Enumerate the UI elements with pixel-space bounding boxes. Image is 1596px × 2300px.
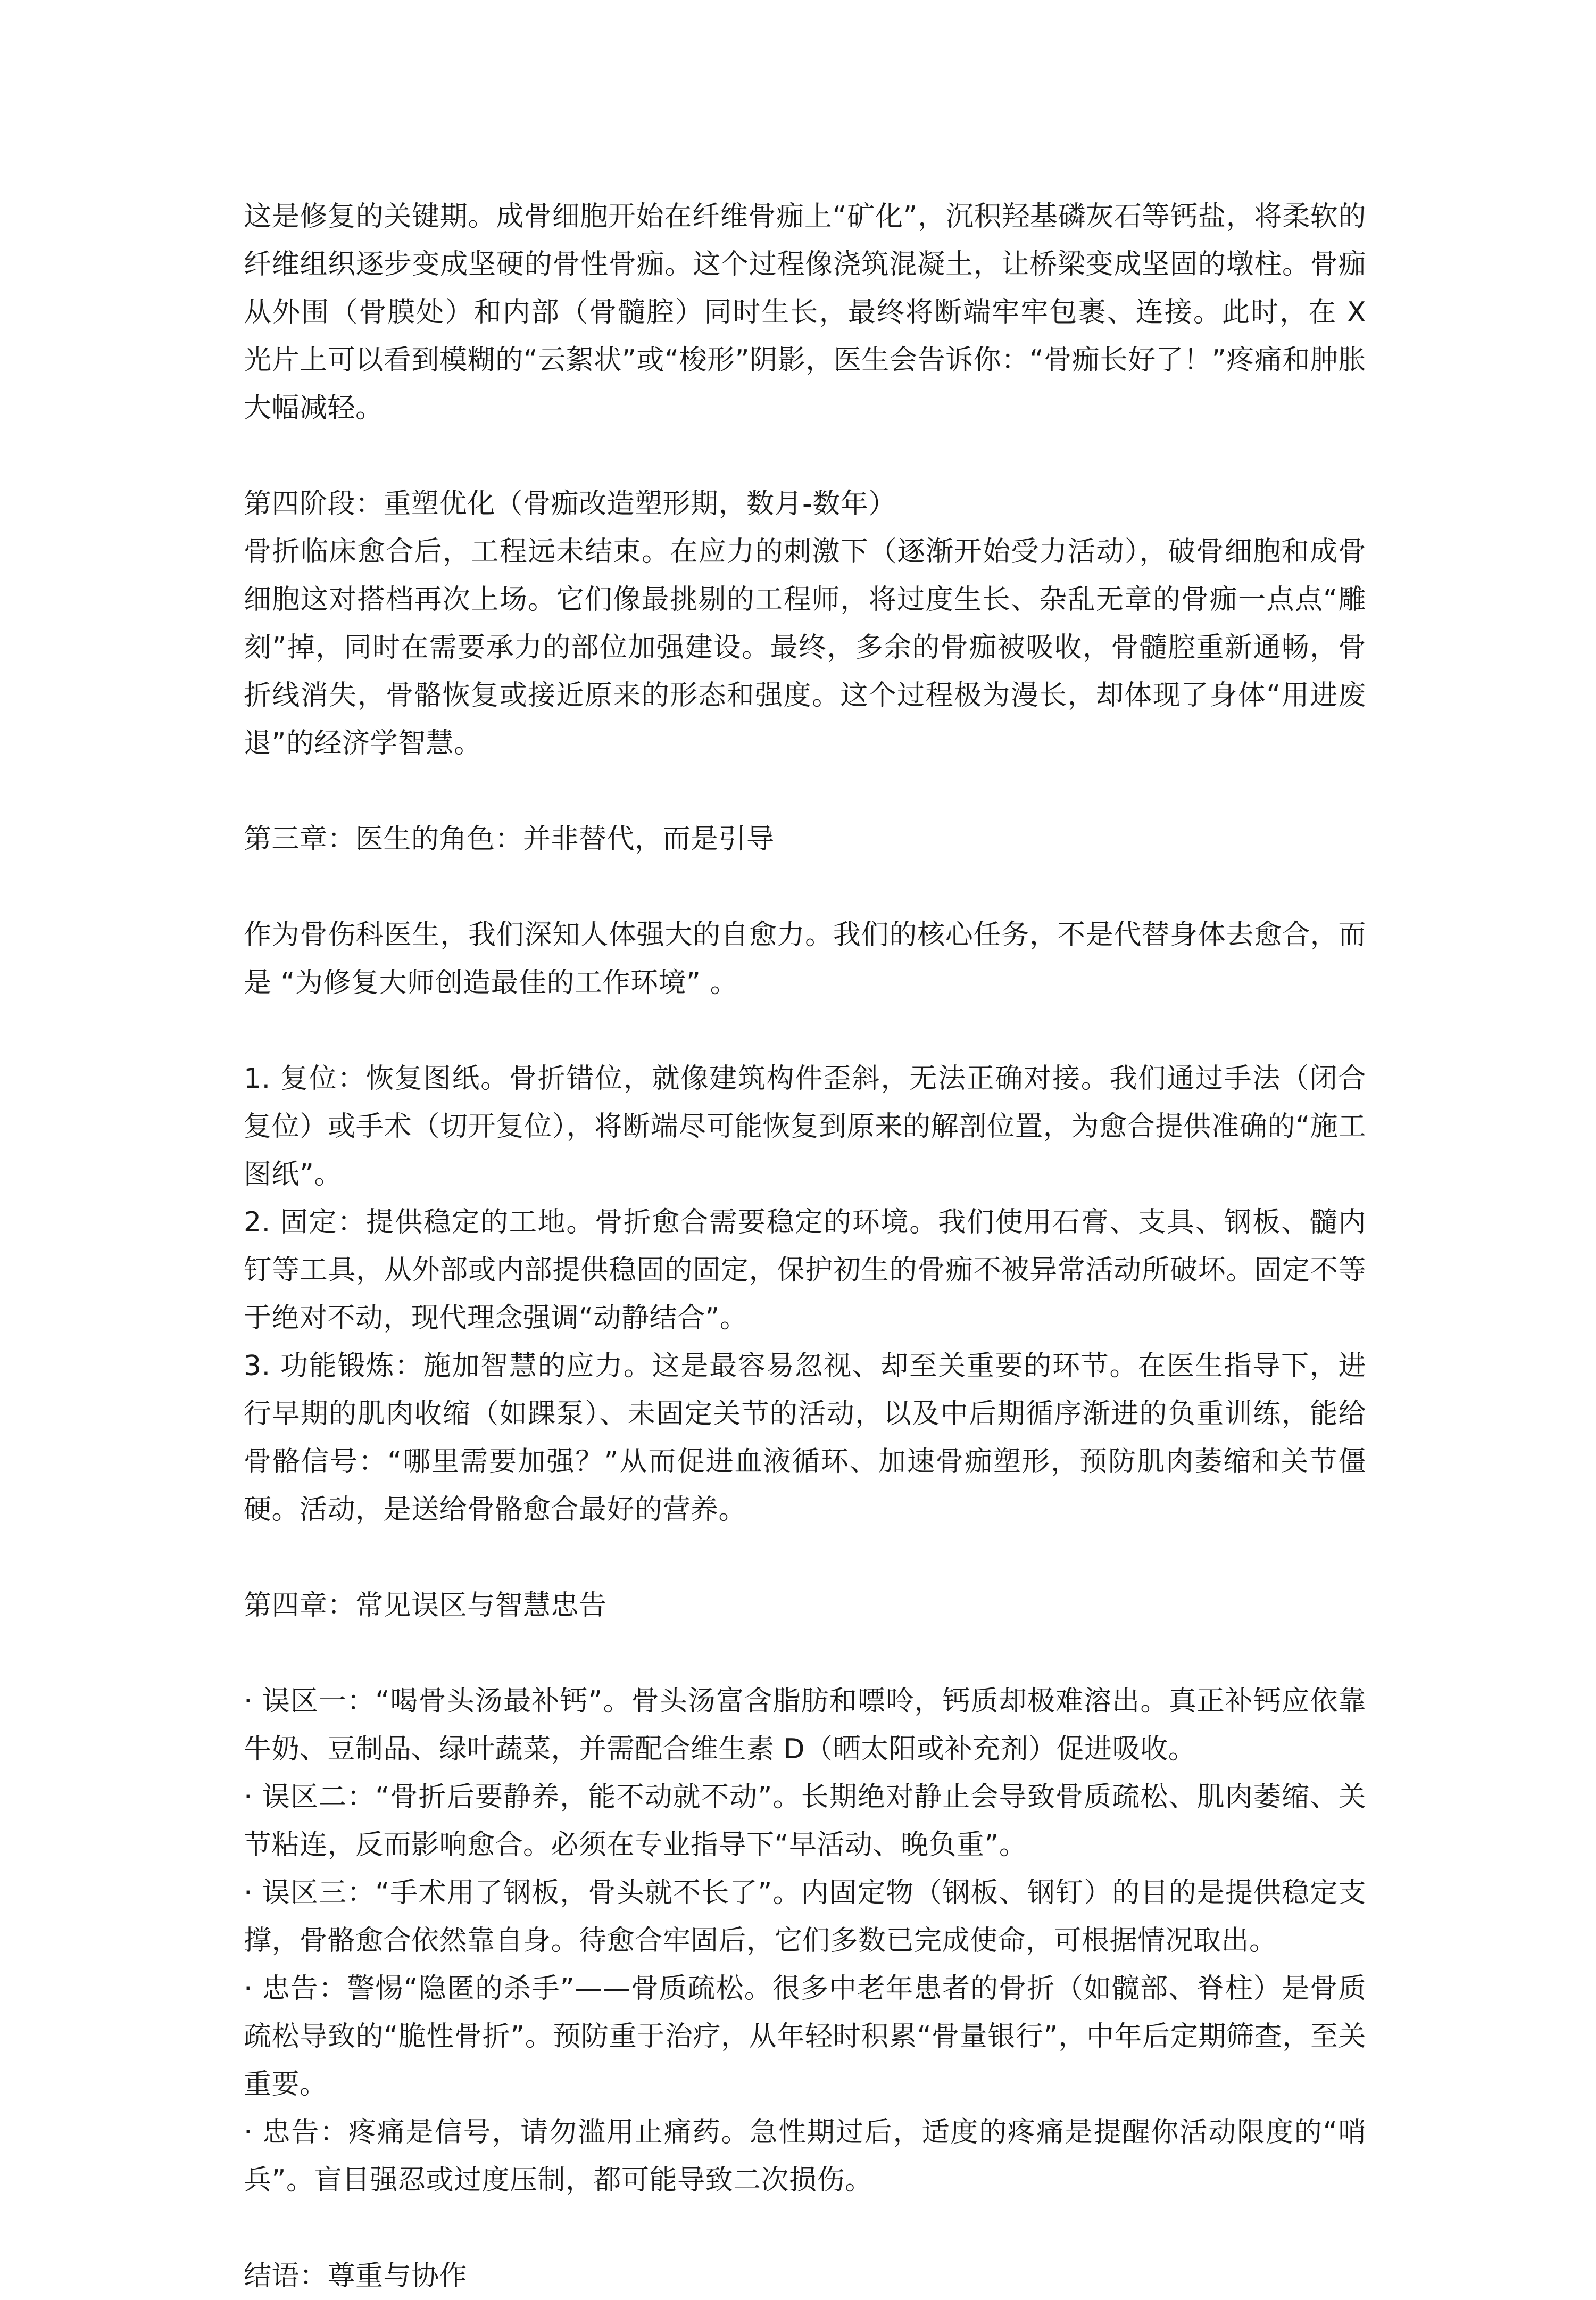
paragraph-spacer (244, 1007, 1366, 1055)
paragraph-spacer (244, 432, 1366, 480)
bullet-myth3: · 误区三：“手术用了钢板，骨头就不长了”。内固定物（钢板、钢钉）的目的是提供稳定支撑，骨骼愈合依然靠自身。待愈合牢固后，它们多数已完成使命，可根据情况取出。 (244, 1877, 1366, 1957)
document-page (244, 193, 1366, 2300)
bullet-advice1: · 忠告：警惕“隐匿的杀手”——骨质疏松。很多中老年患者的骨折（如髋部、脊柱）是骨质疏松导致的“脆性骨折”。预防重于治疗，从年轻时积累“骨量银行”，中年后定期筛查，至关重要。 (244, 1973, 1366, 2100)
paragraph-spacer (244, 863, 1366, 911)
bullet-advice2: · 忠告：疼痛是信号，请勿滥用止痛药。急性期过后，适度的疼痛是提醒你活动限度的“哨兵”。盲目强忍或过度压制，都可能导致二次损伤。 (244, 2116, 1366, 2196)
bullet-myth1: · 误区一：“喝骨头汤最补钙”。骨头汤富含脂肪和嘌呤，钙质却极难溶出。真正补钙应依靠牛奶、豆制品、绿叶蔬菜，并需配合维生素 D（晒太阳或补充剂）促进吸收。 (244, 1685, 1366, 1765)
list-item-reduction: 1. 复位：恢复图纸。骨折错位，就像建筑构件歪斜，无法正确对接。我们通过手法（闭合复位）或手术（切开复位），将断端尽可能恢复到原来的解剖位置，为愈合提供准确的“施工图纸”。 (244, 1063, 1366, 1190)
paragraph-stage3-body: 这是修复的关键期。成骨细胞开始在纤维骨痂上“矿化”，沉积羟基磷灰石等钙盐，将柔软的纤维组织逐步变成坚硬的骨性骨痂。这个过程像浇筑混凝土，让桥梁变成坚固的墩柱。骨痂从外围（骨膜处）和内部（骨髓腔）同时生长，最终将断端牢牢包裹、连接。此时，在 X 光片上可以看到模糊的“云絮状”或“梭形”阴影，医生会告诉你：“骨痂长好了！”疼痛和肿胀大幅减轻。 (244, 201, 1366, 424)
bullet-myth2: · 误区二：“骨折后要静养，能不动就不动”。长期绝对静止会导致骨质疏松、肌肉萎缩、关节粘连，反而影响愈合。必须在专业指导下“早活动、晚负重”。 (244, 1781, 1366, 1861)
heading-stage4: 第四阶段：重塑优化（骨痂改造塑形期，数月-数年） (244, 488, 896, 520)
paragraph-stage4-body: 骨折临床愈合后，工程远未结束。在应力的刺激下（逐渐开始受力活动），破骨细胞和成骨细胞这对搭档再次上场。它们像最挑剔的工程师，将过度生长、杂乱无章的骨痂一点点“雕刻”掉，同时在需要承力的部位加强建设。最终，多余的骨痂被吸收，骨髓腔重新通畅，骨折线消失，骨骼恢复或接近原来的形态和强度。这个过程极为漫长，却体现了身体“用进废退”的经济学智慧。 (244, 536, 1366, 759)
paragraph-spacer (244, 1629, 1366, 1677)
heading-chapter3: 第三章：医生的角色：并非替代，而是引导 (244, 823, 775, 855)
paragraph-spacer (244, 2204, 1366, 2252)
list-item-exercise: 3. 功能锻炼：施加智慧的应力。这是最容易忽视、却至关重要的环节。在医生指导下，进行早期的肌肉收缩（如踝泵）、未固定关节的活动，以及中后期循序渐进的负重训练，能给骨骼信号：“哪里需要加强？”从而促进血液循环、加速骨痂塑形，预防肌肉萎缩和关节僵硬。活动，是送给骨骼愈合最好的营养。 (244, 1350, 1366, 1526)
list-item-fixation: 2. 固定：提供稳定的工地。骨折愈合需要稳定的环境。我们使用石膏、支具、钢板、髓内钉等工具，从外部或内部提供稳固的固定，保护初生的骨痂不被异常活动所破坏。固定不等于绝对不动，现代理念强调“动静结合”。 (244, 1206, 1366, 1334)
paragraph-chapter3-intro: 作为骨伤科医生，我们深知人体强大的自愈力。我们的核心任务，不是代替身体去愈合，而是 “为修复大师创造最佳的工作环境” 。 (244, 919, 1366, 999)
heading-chapter4: 第四章：常见误区与智慧忠告 (244, 1590, 607, 1621)
paragraph-spacer (244, 767, 1366, 815)
paragraph-spacer (244, 1534, 1366, 1582)
heading-conclusion: 结语：尊重与协作 (244, 2260, 468, 2292)
